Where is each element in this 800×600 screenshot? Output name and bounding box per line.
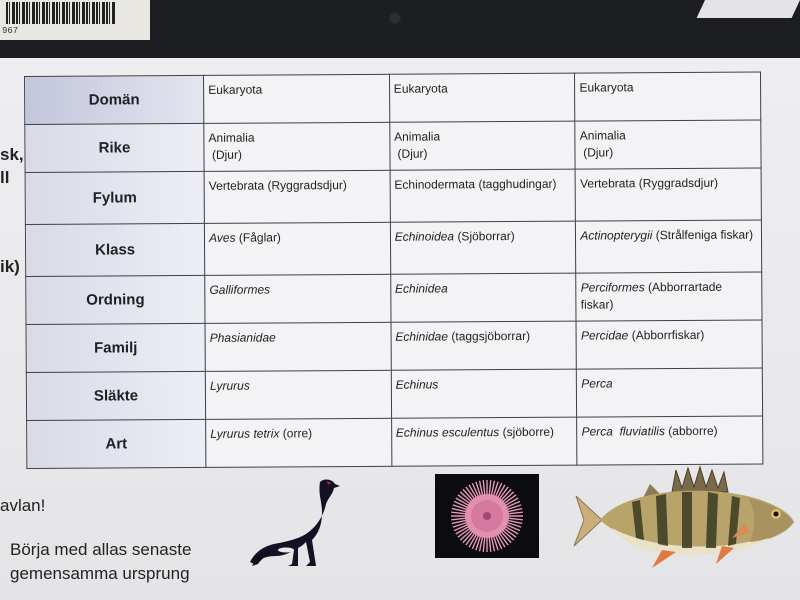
instruction-text-line1: Börja med allas senaste [10, 540, 192, 559]
table-row [25, 220, 761, 276]
barcode-number: 967 [2, 26, 19, 36]
scientific-name: Perca [581, 376, 613, 391]
common-name: (orre) [279, 426, 313, 441]
common-name: Eukaryota [208, 82, 263, 97]
table-row [26, 368, 762, 420]
paper-corner [697, 0, 800, 18]
rank-label: Fylum [25, 171, 204, 224]
table-row [26, 272, 762, 324]
rank-label: Domän [25, 75, 204, 124]
taxon-cell [390, 221, 576, 274]
rank-label: Klass [25, 223, 204, 276]
scientific-name: Echinidae [395, 329, 449, 344]
rank-label: Släkte [26, 371, 205, 420]
taxon-cell [204, 170, 390, 223]
taxon-cell [206, 418, 392, 467]
left-text-fragment: ik) [0, 257, 20, 276]
scientific-name: Echinus esculentus [395, 425, 500, 440]
scientific-name: Lyrurus [209, 378, 250, 393]
common-name: Animalia (Djur) [394, 129, 441, 161]
table-row [26, 320, 762, 372]
taxon-cell [576, 220, 762, 273]
taxon-cell [577, 416, 763, 465]
taxon-cell [577, 368, 763, 417]
taxon-cell [391, 417, 577, 466]
scientific-name: Echinidea [394, 281, 448, 296]
bottom-text-fragment: avlan! [0, 496, 46, 515]
taxon-cell [390, 273, 576, 322]
webcam-icon [390, 13, 400, 23]
rank-label: Art [27, 419, 206, 468]
table-row [25, 168, 761, 224]
barcode-icon [6, 2, 116, 24]
taxon-cell [575, 120, 761, 169]
scientific-name: Perca fluviatilis [581, 424, 665, 439]
left-text-fragment: ll [0, 168, 10, 187]
table-row [25, 120, 761, 172]
common-name: Vertebrata (Ryggradsdjur) [579, 175, 719, 191]
rank-label: Rike [25, 123, 204, 172]
taxon-cell [391, 369, 577, 418]
common-name: (Sjöborrar) [454, 229, 515, 244]
common-name: (sjöborre) [499, 424, 555, 440]
perch-fish-image [572, 462, 797, 572]
left-text-fragment: sk, [0, 145, 24, 164]
taxonomy-table [24, 71, 763, 468]
scientific-name: Actinopterygii [580, 228, 653, 243]
taxon-cell [205, 370, 391, 419]
common-name: (Fåglar) [235, 230, 281, 245]
table-row [25, 72, 761, 124]
table-row [27, 416, 763, 468]
common-name: (abborre) [664, 423, 718, 439]
taxon-cell [391, 321, 577, 370]
scientific-name: Echinus [395, 377, 439, 392]
taxon-cell [204, 122, 390, 171]
taxon-cell [205, 322, 391, 371]
sea-urchin-image [435, 474, 539, 558]
scientific-name: Lyrurus tetrix [210, 426, 280, 441]
scientific-name: Percidae [580, 328, 629, 343]
common-name: Eukaryota [393, 81, 448, 96]
taxon-cell [576, 272, 762, 321]
scientific-name: Perciformes [580, 280, 645, 295]
common-name: Animalia (Djur) [208, 130, 255, 162]
barcode-sticker [0, 0, 150, 40]
scientific-name: Aves [209, 230, 236, 245]
taxon-cell [204, 74, 390, 123]
common-name: Echinodermata (tagghudingar) [394, 176, 557, 192]
taxon-cell [390, 169, 576, 222]
common-name: Animalia (Djur) [579, 128, 626, 160]
common-name: (Abborrfiskar) [628, 327, 705, 343]
instruction-text-line2: gemensamma ursprung [10, 564, 190, 583]
scientific-name: Galliformes [209, 282, 271, 297]
taxon-cell [389, 73, 575, 122]
common-name: Eukaryota [579, 80, 634, 95]
black-grouse-image [248, 470, 343, 570]
taxon-cell [575, 72, 761, 121]
common-name: Vertebrata (Ryggradsdjur) [208, 178, 347, 193]
common-name: (Abborrartade fiskar) [580, 279, 726, 312]
taxon-cell [205, 274, 391, 323]
taxon-cell [389, 121, 575, 170]
rank-label: Familj [26, 323, 205, 372]
scientific-name: Echinoidea [394, 229, 455, 244]
scientific-name: Phasianidae [209, 330, 276, 345]
rank-label: Ordning [26, 275, 205, 324]
taxon-cell [205, 222, 391, 275]
taxon-cell [576, 320, 762, 369]
common-name: (Strålfeniga fiskar) [652, 227, 754, 243]
common-name: (taggsjöborrar) [447, 328, 531, 344]
taxon-cell [575, 168, 761, 221]
